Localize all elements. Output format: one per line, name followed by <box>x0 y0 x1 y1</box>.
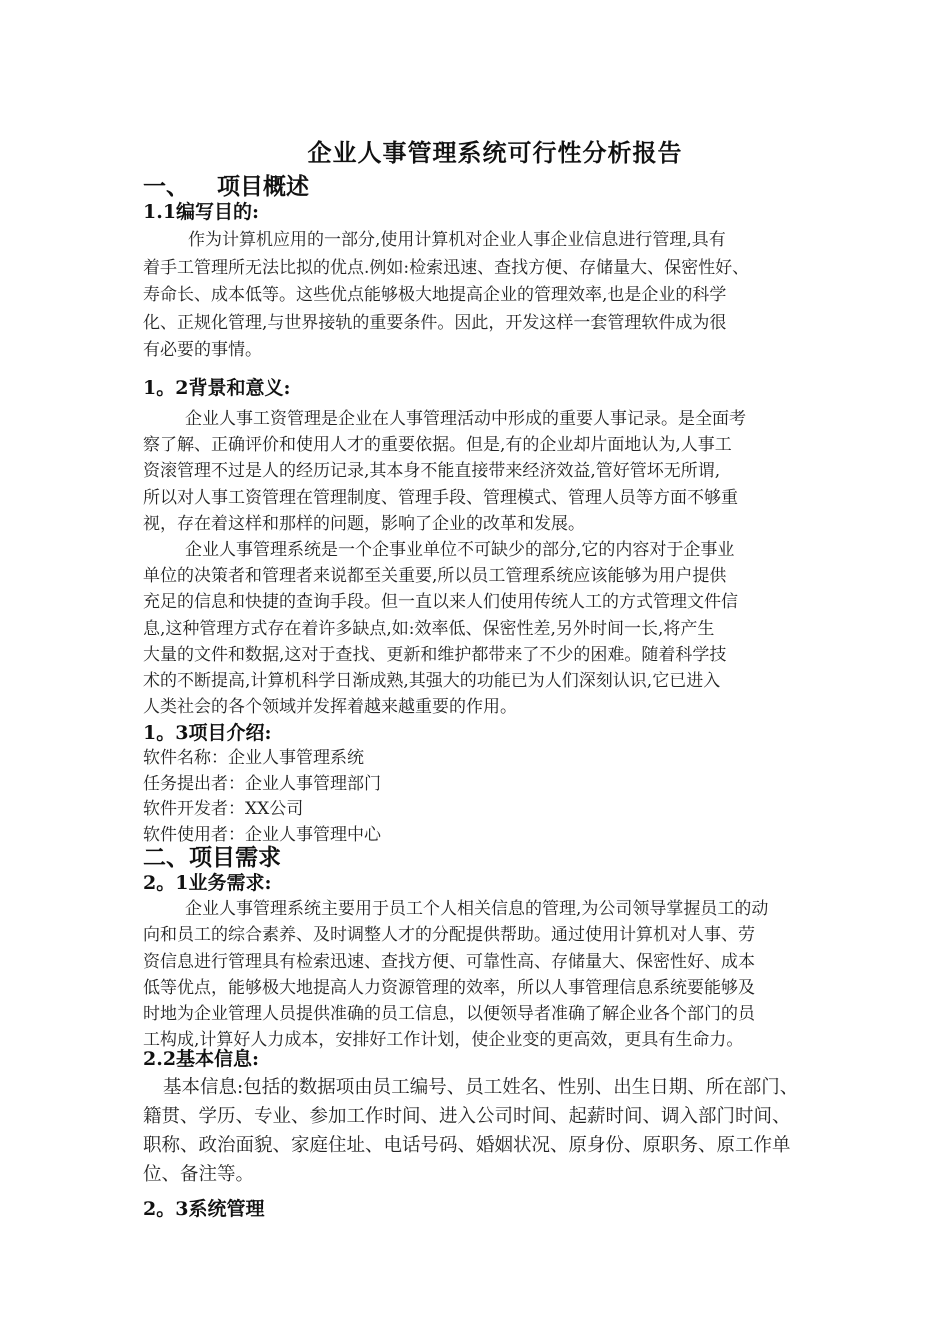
section-1-1-heading: 1.1编写目的: <box>143 201 260 223</box>
paragraph-line: 作为计算机应用的一部分,使用计算机对企业人事企业信息进行管理,具有 <box>188 230 726 250</box>
paragraph-line: 着手工管理所无法比拟的优点.例如:检索迅速、查找方便、存储量大、保密性好、 <box>143 257 750 278</box>
section-1-3-heading: 1。3项目介绍: <box>143 722 272 744</box>
paragraph-line: 视，存在着这样和那样的问题，影响了企业的改革和发展。 <box>143 513 585 534</box>
paragraph-line: 人类社会的各个领域并发挥着越来越重要的作用。 <box>143 697 517 718</box>
paragraph-line: 基本信息:包括的数据项由员工编号、员工姓名、性别、出生日期、所在部门、 <box>163 1077 799 1098</box>
paragraph-line: 资信息进行管理具有检索迅速、查找方便、可靠性高、存储量大、保密性好、成本 <box>143 951 755 972</box>
paragraph-line: 时地为企业管理人员提供准确的员工信息，以便领导者准确了解企业各个部门的员 <box>143 1004 755 1025</box>
section-1-2-body <box>143 406 746 720</box>
section-1-number: 一、 <box>143 173 189 200</box>
document-title: 企业人事管理系统可行性分析报告 <box>307 138 683 167</box>
paragraph-line: 所以对人事工资管理在管理制度、管理手段、管理模式、管理人员等方面不够重 <box>143 487 738 508</box>
section-2-3-heading: 2。3系统管理 <box>143 1198 265 1220</box>
section-2-1-heading: 2。1业务需求: <box>143 872 272 894</box>
paragraph-line: 充足的信息和快捷的查询手段。但一直以来人们使用传统人工的方式管理文件信 <box>143 592 738 613</box>
software-developer: 软件开发者：XX公司 <box>143 799 304 819</box>
paragraph-line: 资滚管理不过是人的经历记录,其本身不能直接带来经济效益,管好管坏无所谓, <box>143 461 721 482</box>
paragraph-line: 有必要的事情。 <box>143 340 262 360</box>
section-1-title: 项目概述 <box>217 173 309 200</box>
paragraph-line: 寿命长、成本低等。这些优点能够极大地提高企业的管理效率,也是企业的科学 <box>143 285 727 305</box>
paragraph-line: 息,这种管理方式存在着许多缺点,如:效率低、保密性差,另外时间一长,将产生 <box>143 618 715 639</box>
task-proposer: 任务提出者：企业人事管理部门 <box>143 773 381 794</box>
software-user: 软件使用者：企业人事管理中心 <box>143 824 381 845</box>
paragraph-line: 大量的文件和数据,这对于查找、更新和维护都带来了不少的困难。随着科学技 <box>143 644 727 665</box>
paragraph-line: 术的不断提高,计算机科学日渐成熟,其强大的功能已为人们深刻认识,它已进入 <box>143 671 721 692</box>
section-1-heading <box>143 172 309 202</box>
section-1-2-heading: 1。2背景和意义: <box>143 377 291 399</box>
paragraph-line: 职称、政治面貌、家庭住址、电话号码、婚姻状况、原身份、原职务、原工作单 <box>143 1135 791 1156</box>
project-info-list <box>143 746 381 848</box>
paragraph-line: 低等优点，能够极大地提高人力资源管理的效率，所以人事管理信息系统要能够及 <box>143 977 755 998</box>
section-2-2-body <box>143 1073 798 1189</box>
paragraph-line: 工构成,计算好人力成本，安排好工作计划，使企业变的更高效，更具有生命力。 <box>143 1030 744 1051</box>
paragraph-line: 位、备注等。 <box>143 1164 255 1185</box>
paragraph-line: 向和员工的综合素养、及时调整人才的分配提供帮助。通过使用计算机对人事、劳 <box>143 925 755 946</box>
paragraph-line: 察了解、正确评价和使用人才的重要依据。但是,有的企业却片面地认为,人事工 <box>143 435 732 456</box>
section-2-1-body <box>143 896 768 1054</box>
software-name: 软件名称：企业人事管理系统 <box>143 748 364 768</box>
paragraph-line: 企业人事管理系统是一个企事业单位不可缺少的部分,它的内容对于企事业 <box>185 540 735 561</box>
paragraph-line: 企业人事管理系统主要用于员工个人相关信息的管理,为公司领导掌握员工的动 <box>185 899 769 919</box>
section-2-2-heading: 2.2基本信息: <box>143 1048 260 1070</box>
paragraph-line: 化、正规化管理,与世界接轨的重要条件。因此，开发这样一套管理软件成为很 <box>143 312 727 333</box>
paragraph-line: 籍贯、学历、专业、参加工作时间、进入公司时间、起薪时间、调入部门时间、 <box>143 1106 791 1127</box>
paragraph-line: 企业人事工资管理是企业在人事管理活动中形成的重要人事记录。是全面考 <box>185 409 746 429</box>
section-2-heading: 二、项目需求 <box>143 844 281 871</box>
paragraph-line: 单位的决策者和管理者来说都至关重要,所以员工管理系统应该能够为用户提供 <box>143 566 727 587</box>
section-1-1-body <box>143 227 749 365</box>
